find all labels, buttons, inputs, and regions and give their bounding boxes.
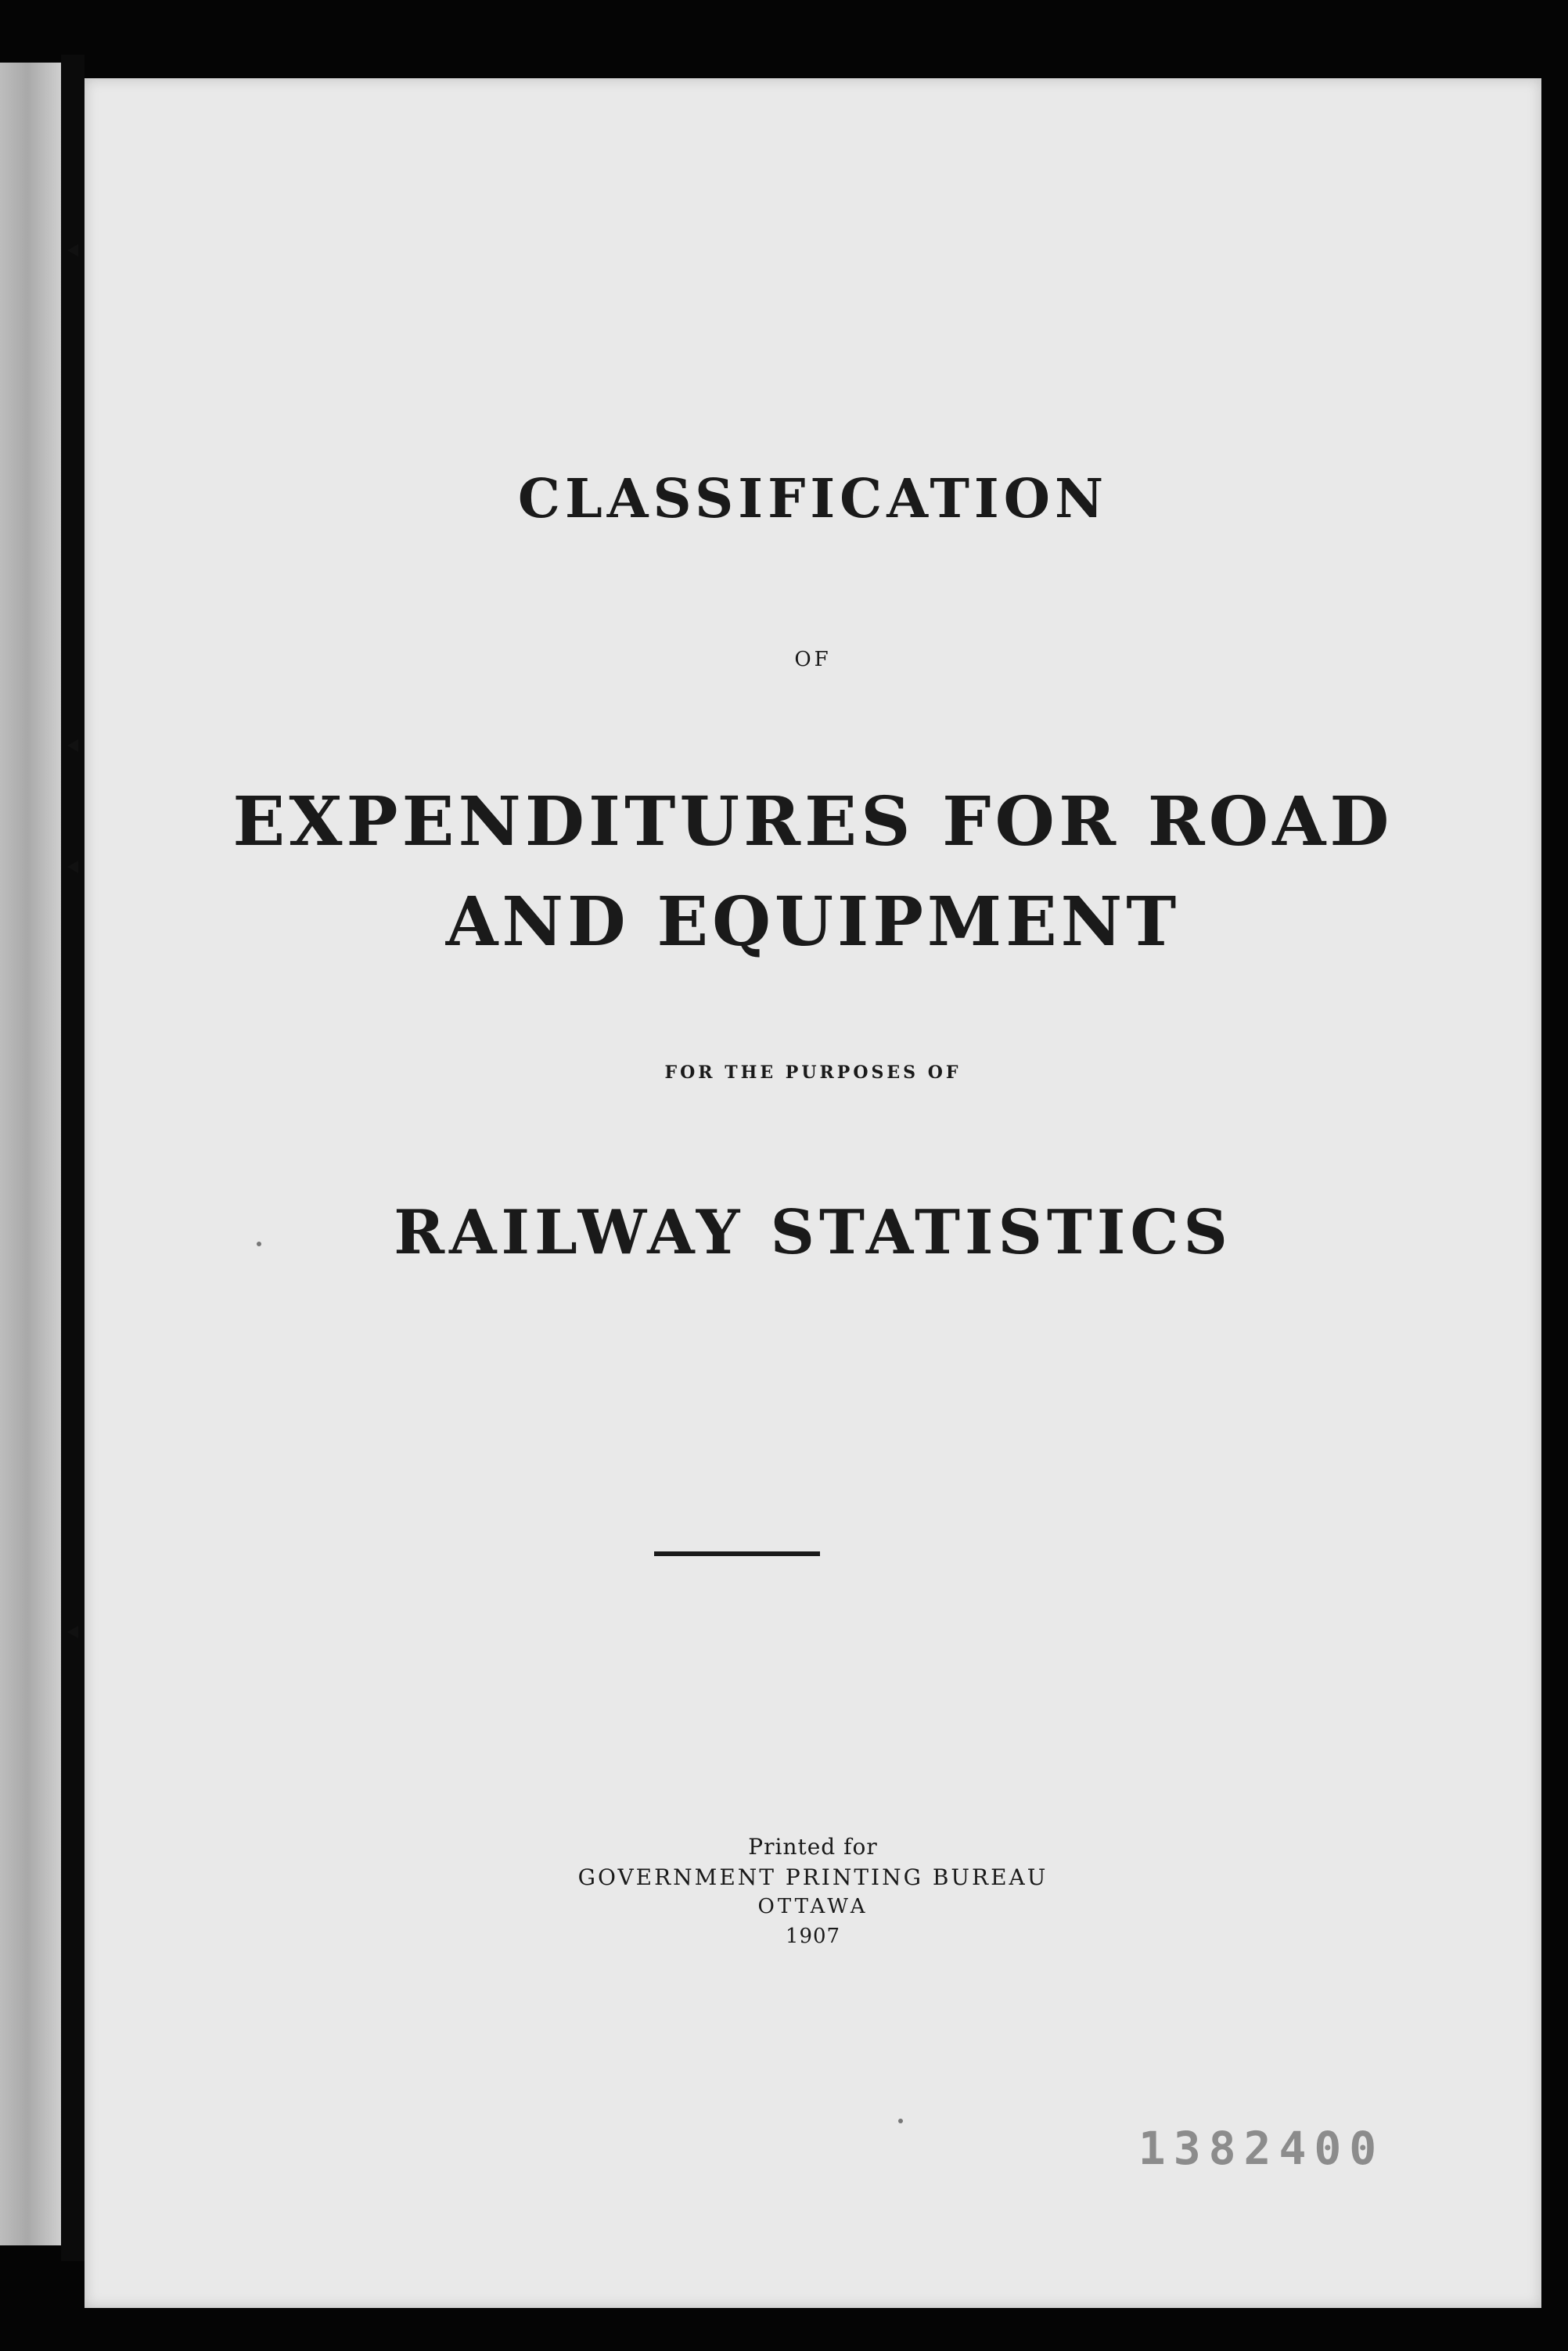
title-expenditures: EXPENDITURES FOR ROAD xyxy=(232,782,1394,861)
paper-speck xyxy=(257,1242,261,1246)
subtitle-purposes: FOR THE PURPOSES OF xyxy=(664,1062,962,1083)
title-of: OF xyxy=(794,648,832,671)
title-equipment: AND EQUIPMENT xyxy=(445,883,1181,962)
spine-tick-mark xyxy=(67,739,78,752)
imprint-bureau: GOVERNMENT PRINTING BUREAU xyxy=(577,1864,1048,1890)
book-spine-edge xyxy=(0,63,63,2245)
spine-tick-mark xyxy=(67,1626,78,1638)
spine-tick-mark xyxy=(67,244,78,257)
imprint-printed-for: Printed for xyxy=(748,1834,878,1860)
library-stamp-number: 1382400 xyxy=(1138,2122,1385,2175)
title-classification: CLASSIFICATION xyxy=(517,468,1109,530)
paper-speck xyxy=(898,2119,903,2123)
title-page xyxy=(85,78,1541,2308)
spine-tick-mark xyxy=(67,861,78,873)
horizontal-rule xyxy=(654,1551,820,1556)
title-railway-statistics: RAILWAY STATISTICS xyxy=(394,1197,1232,1268)
imprint-city: OTTAWA xyxy=(757,1895,869,1918)
imprint-year: 1907 xyxy=(785,1925,841,1948)
spine-gutter xyxy=(61,55,85,2261)
